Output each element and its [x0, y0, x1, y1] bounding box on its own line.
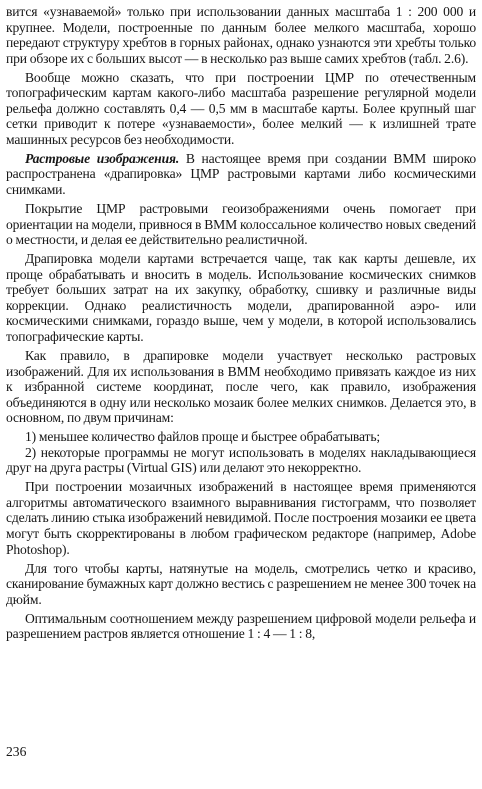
paragraph-2: Вообще можно сказать, что при построении ЦМР по отечественным топографическим картам какого-либо масштаба разрешение регулярной модели рельефа должно составлять 0,4 — 0,5 мм в масштабе карты. Более крупный шаг сетки приводит к потере «узнаваемости», более мелкий — к излишней трате машинных ресурсов без необходимости.: [6, 69, 476, 147]
run-in-heading: Растровые изображения.: [25, 150, 180, 166]
paragraph-6: Как правило, в драпировке модели участвует несколько растровых изображений. Для их использования в ВММ необходимо привязать каждое из них к избранной системе координат, после чего, как правило, изображения объединяются в одну или несколько мозаик более мелких снимков. Делается это, в основном, по двум причинам:: [6, 347, 476, 426]
paragraph-3-text: В настоящее время при создании ВММ широко распространена «драпировка» ЦМР растровыми картами либо космическими снимками.: [6, 150, 477, 198]
paragraph-3: [6, 151, 476, 198]
paragraph-4: Покрытие ЦМР растровыми геоизображениями очень помогает при ориентации на модели, привнося в ВММ колоссальное количество новых сведений о местности, и делая ее действительно реалистичной.: [6, 201, 476, 248]
list-item-1: 1) меньшее количество файлов проще и быстрее обрабатывать;: [25, 429, 381, 445]
paragraph-1: вится «узнаваемой» только при использовании данных масштаба 1 : 200 000 и крупнее. Модели, построенные по данным более мелкого масштаба, хорошо передают структуру хребтов в горных районах, однако узнаются эти хребты только при обзоре их с больших высот — в несколько раз выше самих хребтов (табл. 2.6).: [6, 4, 476, 66]
paragraph-5: Драпировка модели картами встречается чаще, так как карты дешевле, их проще обрабатывать и вносить в модель. Использование космических снимков требует больших затрат на их закупку, обработку, сшивку и различные виды коррекции. Однако реалистичность модели, драпированной аэро- или космическими снимками, гораздо выше, чем у модели, в которой использовались топографические карты.: [6, 251, 476, 344]
paragraph-8: Для того чтобы карты, натянутые на модель, смотрелись четко и красиво, сканирование бумажных карт должно вестись с разрешением не менее 300 точек на дюйм.: [6, 560, 476, 607]
list-item-2: 2) некоторые программы не могут использовать в моделях накладывающиеся друг на друга растры (Virtual GIS) или делают это некорректно.: [6, 444, 476, 476]
paragraph-9: Оптимальным соотношением между разрешением цифровой модели рельефа и разрешением растров является отношение 1 : 4 — 1 : 8,: [6, 610, 476, 642]
paragraph-7: При построении мозаичных изображений в настоящее время применяются алгоритмы автоматического взаимного выравнивания гистограмм, что позволяет сделать линию стыка изображений невидимой. После построения мозаики ее цвета могут быть скорректированы в любом графическом редакторе (например, Adobe Photoshop).: [6, 479, 476, 557]
page-number: 236: [6, 744, 27, 759]
